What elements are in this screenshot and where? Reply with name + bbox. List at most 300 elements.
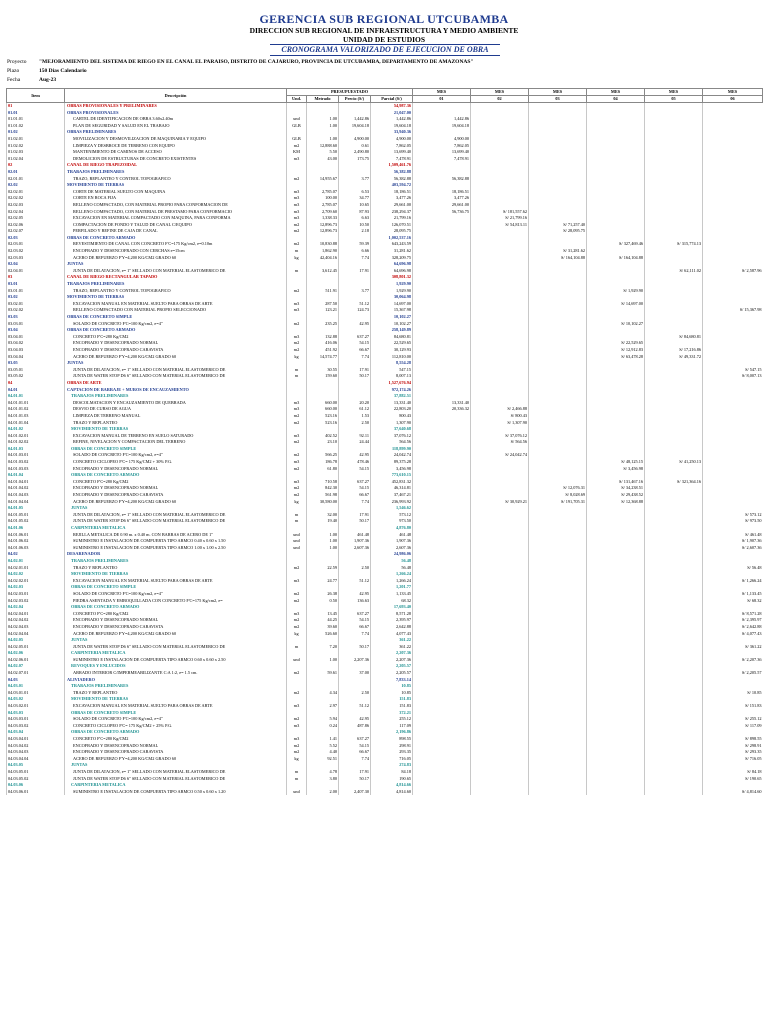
cell-month-4: [587, 360, 645, 367]
cell-month-4: [587, 274, 645, 281]
cell-month-6: [703, 696, 763, 703]
cell-metrado: 5.52: [307, 743, 339, 750]
cell-description: DESCOLMATACION Y ENCAUZAMIENTO DE QUEBRADA: [65, 400, 287, 407]
cell-month-2: [471, 637, 529, 644]
meta-plazo-label: Plazo: [7, 68, 20, 74]
cell-month-2: [471, 129, 529, 136]
cell-month-1: [413, 505, 471, 512]
cell-month-2: [471, 248, 529, 255]
cell-metrado: 511.91: [307, 288, 339, 295]
table-row: [7, 670, 763, 677]
cell-month-2: S/ 181,557.62: [471, 209, 529, 216]
cell-month-2: [471, 169, 529, 176]
cell-unit: m2: [287, 624, 307, 631]
cell-month-5: [645, 195, 703, 202]
cell-parcial: 236,993.92: [371, 499, 413, 506]
cell-month-4: [587, 677, 645, 684]
cell-parcial: 37,882.51: [371, 393, 413, 400]
cell-parcial: 2,205.57: [371, 663, 413, 670]
cell-month-6: [703, 189, 763, 196]
cell-precio: 2.18: [339, 228, 371, 235]
cell-month-4: S/ 327,469.46: [587, 241, 645, 248]
cell-item: 04.02.05: [7, 637, 65, 644]
cell-month-5: [645, 683, 703, 690]
cell-month-4: [587, 782, 645, 789]
cell-month-3: [529, 690, 587, 697]
table-group-row: [7, 663, 763, 670]
cell-month-4: S/ 1,929.90: [587, 288, 645, 295]
cell-description: CONCRETO F'C=280 Kg/CM2: [65, 611, 287, 618]
cell-unit: kg: [287, 756, 307, 763]
cell-metrado: [307, 571, 339, 578]
cell-month-2: [471, 116, 529, 123]
cell-month-2: [471, 782, 529, 789]
cell-precio: 487.86: [339, 723, 371, 730]
cell-month-2: [471, 156, 529, 163]
cell-description: JUNTAS: [65, 762, 287, 769]
cell-parcial: 1,201.77: [371, 584, 413, 591]
cell-month-3: [529, 202, 587, 209]
cell-description: CARPINTERIA METALICA: [65, 650, 287, 657]
cell-month-5: [645, 288, 703, 295]
cell-metrado: [307, 169, 339, 176]
cell-month-3: [529, 637, 587, 644]
cell-month-3: [529, 241, 587, 248]
unit-subtitle: UNIDAD DE ESTUDIOS: [342, 35, 426, 44]
cell-unit: kg: [287, 631, 307, 638]
cell-precio: 59.39: [339, 241, 371, 248]
cell-month-2: [471, 274, 529, 281]
col-month-06: 06: [703, 96, 763, 103]
meta-proyecto: [7, 59, 474, 65]
cell-metrado: 4.40: [307, 749, 339, 756]
cell-unit: [287, 584, 307, 591]
cell-month-6: [703, 762, 763, 769]
cell-month-6: S/ 2,642.88: [703, 624, 763, 631]
cell-precio: 7.74: [339, 255, 371, 262]
cell-month-4: [587, 690, 645, 697]
cell-month-1: [413, 420, 471, 427]
cell-month-6: [703, 710, 763, 717]
col-mes-label: MES: [645, 89, 703, 96]
cell-item: 02.04.01: [7, 268, 65, 275]
cell-month-1: [413, 241, 471, 248]
cell-month-4: [587, 729, 645, 736]
cell-month-6: [703, 492, 763, 499]
cell-item: 04.01.01.04: [7, 420, 65, 427]
col-month-05: 05: [645, 96, 703, 103]
cell-month-4: [587, 538, 645, 545]
cell-month-5: [645, 222, 703, 229]
cell-precio: 7.74: [339, 499, 371, 506]
table-group-row: [7, 182, 763, 189]
cell-month-4: [587, 334, 645, 341]
cell-item: 04.01.01.03: [7, 413, 65, 420]
cell-precio: [339, 472, 371, 479]
cell-month-1: [413, 525, 471, 532]
cell-metrado: [307, 762, 339, 769]
cell-month-4: S/ 63,478.28: [587, 354, 645, 361]
table-row: [7, 400, 763, 407]
table-row: [7, 532, 763, 539]
cell-item: 02.02.03: [7, 202, 65, 209]
cell-month-3: S/ 71,257.40: [529, 222, 587, 229]
cell-parcial: 1,546.62: [371, 505, 413, 512]
cell-item: 04.03: [7, 677, 65, 684]
cell-month-1: [413, 499, 471, 506]
cell-unit: und: [287, 532, 307, 539]
cell-month-4: [587, 611, 645, 618]
cell-month-1: [413, 248, 471, 255]
cell-month-6: [703, 452, 763, 459]
cell-month-4: [587, 525, 645, 532]
cell-parcial: 3,477.26: [371, 195, 413, 202]
cell-item: 04.01.05: [7, 505, 65, 512]
cell-precio: 173.75: [339, 156, 371, 163]
cell-precio: 2.50: [339, 420, 371, 427]
cell-month-1: [413, 281, 471, 288]
cell-item: 01.01: [7, 110, 65, 117]
cell-month-5: [645, 162, 703, 169]
cell-month-5: [645, 637, 703, 644]
cell-month-4: [587, 565, 645, 572]
cell-unit: m3: [287, 215, 307, 222]
cell-month-6: [703, 162, 763, 169]
cell-precio: 66.67: [339, 624, 371, 631]
cell-month-2: [471, 162, 529, 169]
cell-month-1: 19,604.18: [413, 123, 471, 130]
cell-month-4: [587, 584, 645, 591]
table-row: [7, 578, 763, 585]
cell-description: EXCAVACION MANUAL EN MATERIAL SUELTO PARA OBRAS DE ARTE: [65, 578, 287, 585]
cell-unit: m2: [287, 420, 307, 427]
cell-metrado: [307, 294, 339, 301]
cell-month-2: [471, 347, 529, 354]
table-row: [7, 591, 763, 598]
cell-month-6: [703, 466, 763, 473]
cell-unit: m3: [287, 400, 307, 407]
table-group-row: [7, 637, 763, 644]
cell-unit: m2: [287, 228, 307, 235]
cell-description: SOLADO DE CONCRETO F'C=100 Kg/cm2, e=4": [65, 591, 287, 598]
cell-item: 04.02.04.01: [7, 611, 65, 618]
cell-month-3: [529, 400, 587, 407]
table-row: [7, 354, 763, 361]
cell-month-1: [413, 532, 471, 539]
cell-month-5: [645, 617, 703, 624]
cell-description: OBRAS DE CONCRETO ARMADO: [65, 235, 287, 242]
cell-parcial: 238,294.37: [371, 209, 413, 216]
cell-description: CORTE EN ROCA FIJA: [65, 195, 287, 202]
cell-month-1: [413, 683, 471, 690]
cell-month-2: [471, 703, 529, 710]
table-row: [7, 123, 763, 130]
cell-parcial: 973.50: [371, 518, 413, 525]
cell-precio: [339, 446, 371, 453]
cell-month-4: [587, 756, 645, 763]
col-month-04: 04: [587, 96, 645, 103]
cell-precio: 6.53: [339, 189, 371, 196]
cell-month-4: [587, 110, 645, 117]
cell-month-3: [529, 261, 587, 268]
cell-month-2: [471, 255, 529, 262]
table-row: [7, 373, 763, 380]
cell-item: 02.02.06: [7, 222, 65, 229]
cell-month-4: [587, 558, 645, 565]
cell-month-6: [703, 321, 763, 328]
cell-month-5: [645, 591, 703, 598]
col-mes-label: MES: [703, 89, 763, 96]
cell-month-5: [645, 307, 703, 314]
cell-item: 04.02.06: [7, 650, 65, 657]
cell-parcial: 1,133.45: [371, 591, 413, 598]
cell-parcial: 293.35: [371, 749, 413, 756]
cell-metrado: 287.50: [307, 301, 339, 308]
cell-item: 04.01.04.01: [7, 479, 65, 486]
cell-month-5: [645, 360, 703, 367]
cell-month-6: [703, 116, 763, 123]
table-group-row: [7, 162, 763, 169]
cell-unit: m2: [287, 690, 307, 697]
cell-month-6: [703, 281, 763, 288]
cell-month-2: [471, 288, 529, 295]
table-row: [7, 703, 763, 710]
cell-month-5: [645, 321, 703, 328]
cell-month-3: [529, 274, 587, 281]
cell-month-5: [645, 545, 703, 552]
cell-month-3: [529, 413, 587, 420]
cell-month-4: [587, 294, 645, 301]
cell-unit: m: [287, 644, 307, 651]
cell-description: ACERO DE REFUERZO F'Y=4,200 KG/CM2 GRADO 60: [65, 756, 287, 763]
cell-month-4: [587, 103, 645, 110]
cell-description: OBRAS DE CONCRETO ARMADO: [65, 729, 287, 736]
cell-month-6: S/ 4,077.43: [703, 631, 763, 638]
cell-unit: m2: [287, 591, 307, 598]
cell-month-3: [529, 116, 587, 123]
cell-precio: 1,907.36: [339, 538, 371, 545]
cell-month-3: [529, 518, 587, 525]
cell-unit: m: [287, 518, 307, 525]
cell-month-6: S/ 15,367.98: [703, 307, 763, 314]
cell-item: 04.03.05.01: [7, 769, 65, 776]
cell-metrado: [307, 129, 339, 136]
cell-parcial: 2,207.36: [371, 657, 413, 664]
table-row: [7, 776, 763, 783]
cell-unit: m3: [287, 578, 307, 585]
cell-unit: [287, 169, 307, 176]
cell-month-1: [413, 677, 471, 684]
cell-parcial: 361.22: [371, 637, 413, 644]
cell-month-6: [703, 551, 763, 558]
table-group-row: [7, 129, 763, 136]
cell-month-5: [645, 215, 703, 222]
cell-metrado: 523.16: [307, 420, 339, 427]
cell-month-3: S/ 12,076.31: [529, 485, 587, 492]
cell-parcial: 7,478.91: [371, 156, 413, 163]
cell-unit: GLB: [287, 123, 307, 130]
cell-month-6: [703, 156, 763, 163]
cell-metrado: 1.00: [307, 116, 339, 123]
cell-description: MOVIMIENTO DE TIERRAS: [65, 696, 287, 703]
cell-month-4: [587, 650, 645, 657]
cell-precio: 42.95: [339, 321, 371, 328]
cell-month-4: [587, 393, 645, 400]
cell-month-5: [645, 492, 703, 499]
cell-item: 04.02.03.02: [7, 598, 65, 605]
cell-month-2: [471, 314, 529, 321]
cell-month-2: [471, 683, 529, 690]
cell-description: MOVIMIENTO DE TIERRAS: [65, 426, 287, 433]
cell-month-2: [471, 367, 529, 374]
cell-item: 04.03.03.01: [7, 716, 65, 723]
cell-month-6: [703, 406, 763, 413]
cell-month-3: [529, 538, 587, 545]
cell-month-4: [587, 657, 645, 664]
cell-precio: [339, 604, 371, 611]
cell-unit: m2: [287, 321, 307, 328]
cell-unit: m3: [287, 736, 307, 743]
cell-precio: [339, 525, 371, 532]
cell-month-2: [471, 492, 529, 499]
cell-parcial: 56.48: [371, 558, 413, 565]
cell-month-2: [471, 604, 529, 611]
cell-precio: 20.20: [339, 400, 371, 407]
cell-month-1: [413, 696, 471, 703]
cell-month-5: [645, 736, 703, 743]
table-group-row: [7, 169, 763, 176]
cell-description: OBRAS PROVISIONALES Y PRELIMINARES: [65, 103, 287, 110]
cell-month-4: [587, 604, 645, 611]
cell-month-1: [413, 321, 471, 328]
table-row: [7, 116, 763, 123]
cell-month-3: [529, 631, 587, 638]
cell-month-1: [413, 340, 471, 347]
cell-month-5: [645, 729, 703, 736]
cell-month-5: [645, 512, 703, 519]
cell-month-1: [413, 492, 471, 499]
cell-month-2: [471, 307, 529, 314]
cell-item: 04.03.04.04: [7, 756, 65, 763]
cell-description: OBRAS DE CONCRETO ARMADO: [65, 327, 287, 334]
table-group-row: [7, 584, 763, 591]
cell-item: 01.02.02: [7, 143, 65, 150]
cell-metrado: 13.45: [307, 611, 339, 618]
table-row: [7, 452, 763, 459]
cell-item: 04.02.03: [7, 584, 65, 591]
cell-month-2: [471, 762, 529, 769]
cell-month-6: [703, 235, 763, 242]
cell-month-4: S/ 12,368.88: [587, 499, 645, 506]
cell-month-3: [529, 169, 587, 176]
cell-month-1: [413, 762, 471, 769]
cell-parcial: 19,604.18: [371, 123, 413, 130]
col-metrado: Metrado: [307, 96, 339, 103]
cell-precio: [339, 558, 371, 565]
cell-month-5: [645, 420, 703, 427]
cell-description: CAPTACION DE BARRAJE + MUROS DE ENCAUZAMIENTO: [65, 387, 287, 394]
cell-parcial: 56.48: [371, 565, 413, 572]
cell-metrado: [307, 387, 339, 394]
cell-item: 04.01.05.02: [7, 518, 65, 525]
col-mes-label: MES: [587, 89, 645, 96]
cell-unit: m2: [287, 288, 307, 295]
cell-month-3: S/ 164,104.88: [529, 255, 587, 262]
cell-parcial: 547.15: [371, 367, 413, 374]
cell-month-2: [471, 327, 529, 334]
cell-month-5: [645, 703, 703, 710]
cell-description: MOVILIZACION Y DESMOVILIZACION DE MAQUINARIA Y EQUIPO: [65, 136, 287, 143]
table-group-row: [7, 235, 763, 242]
cell-item: 04.02.01.01: [7, 565, 65, 572]
cell-unit: m3: [287, 307, 307, 314]
cell-month-4: [587, 367, 645, 374]
cell-description: DESARENADOR: [65, 551, 287, 558]
cell-metrado: [307, 281, 339, 288]
cell-month-1: [413, 743, 471, 750]
cell-precio: 42.95: [339, 452, 371, 459]
meta-fecha-label: Fecha: [7, 77, 21, 83]
cell-month-6: [703, 413, 763, 420]
cell-item: 04.01.05.01: [7, 512, 65, 519]
cell-unit: [287, 235, 307, 242]
cell-month-4: [587, 545, 645, 552]
col-precio: Precio (S/): [339, 96, 371, 103]
cell-month-5: [645, 373, 703, 380]
cell-metrado: [307, 314, 339, 321]
cell-unit: [287, 710, 307, 717]
cell-month-6: [703, 433, 763, 440]
cell-month-3: [529, 565, 587, 572]
cell-month-6: [703, 505, 763, 512]
cell-item: 03.04: [7, 327, 65, 334]
cell-metrado: 402.52: [307, 433, 339, 440]
cell-month-4: [587, 512, 645, 519]
cell-month-2: [471, 446, 529, 453]
cell-month-4: [587, 551, 645, 558]
table-group-row: [7, 505, 763, 512]
cell-unit: [287, 103, 307, 110]
cell-month-4: [587, 472, 645, 479]
cell-description: ENCOFRADO Y DESENCOFRADO NORMAL: [65, 485, 287, 492]
cell-month-5: [645, 156, 703, 163]
cell-item: 04.01.03: [7, 446, 65, 453]
cell-description: JUNTAS: [65, 360, 287, 367]
cell-parcial: 84.18: [371, 769, 413, 776]
cell-month-5: [645, 426, 703, 433]
cell-parcial: 3,456.98: [371, 466, 413, 473]
cell-item: 04.03.04: [7, 729, 65, 736]
cell-month-6: [703, 301, 763, 308]
cell-description: RELLENO COMPACTADO, CON MATERIAL DE PRESTAMO PARA CONFORMACIO: [65, 209, 287, 216]
cell-month-5: [645, 710, 703, 717]
cell-month-4: [587, 189, 645, 196]
cell-parcial: 8,571.28: [371, 611, 413, 618]
cell-month-1: 3,477.26: [413, 195, 471, 202]
cell-month-4: [587, 426, 645, 433]
cell-month-6: S/ 461.48: [703, 532, 763, 539]
cell-precio: 3.77: [339, 176, 371, 183]
cell-description: EXCAVACION EN MATERIAL COMPACTADO CON MAQUINA, PARA CONFORMA: [65, 215, 287, 222]
cell-month-5: [645, 182, 703, 189]
cell-parcial: 10.85: [371, 690, 413, 697]
table-row: [7, 499, 763, 506]
cell-description: OBRAS DE CONCRETO SIMPLE: [65, 710, 287, 717]
cell-month-5: [645, 413, 703, 420]
cell-month-1: [413, 565, 471, 572]
cell-month-1: 29,661.00: [413, 202, 471, 209]
cell-month-5: [645, 650, 703, 657]
